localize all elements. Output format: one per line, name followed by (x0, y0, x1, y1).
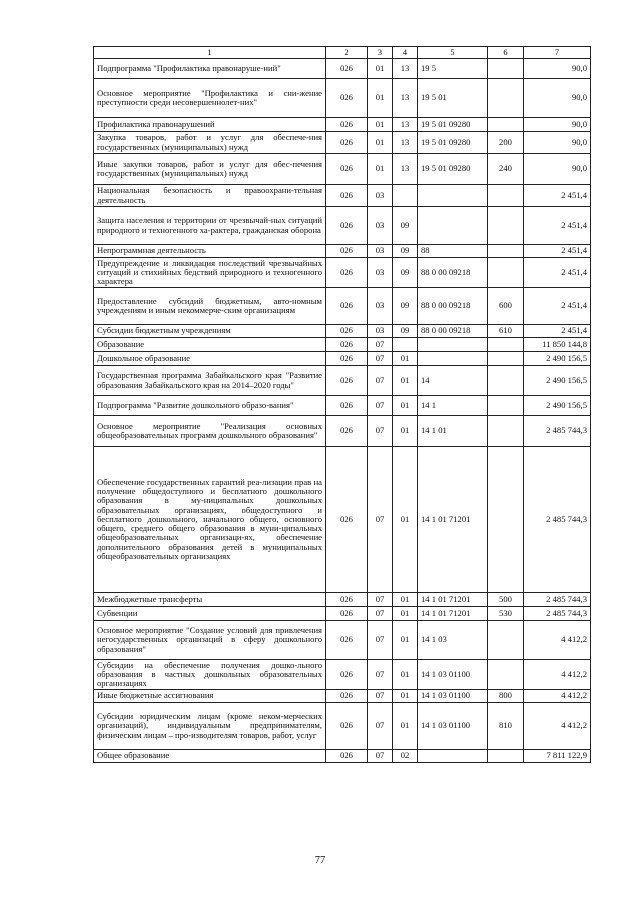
table-row (94, 338, 591, 352)
column-header: 3 (368, 47, 393, 59)
section-code-cell: 01 (368, 154, 393, 185)
section-code-cell: 01 (368, 132, 393, 154)
table-row (94, 660, 591, 690)
target-article-cell: 88 (418, 245, 488, 258)
table-row (94, 118, 591, 132)
row-name-cell: Иные бюджетные ассигнования (94, 690, 326, 703)
section-code-cell: 07 (368, 447, 393, 593)
subsection-code-cell: 09 (393, 258, 418, 288)
amount-cell: 2 485 744,3 (524, 447, 591, 593)
admin-code-cell: 026 (326, 79, 368, 118)
admin-code-cell: 026 (326, 207, 368, 245)
subsection-code-cell: 02 (393, 750, 418, 763)
expense-type-cell (488, 447, 524, 593)
target-article-cell: 88 0 00 09218 (418, 288, 488, 325)
admin-code-cell: 026 (326, 366, 368, 396)
amount-cell: 2 451,4 (524, 207, 591, 245)
admin-code-cell: 026 (326, 132, 368, 154)
row-name-cell: Защита населения и территории от чрезвычай-ных ситуаций природного и техногенного ха-рактера, гражданская оборона (94, 207, 326, 245)
row-name-cell: Основное мероприятие "Реализация основных общеобразовательных программ дошкольного образования" (94, 416, 326, 447)
amount-cell: 2 485 744,3 (524, 607, 591, 621)
subsection-code-cell: 09 (393, 325, 418, 338)
amount-cell: 2 451,4 (524, 288, 591, 325)
target-article-cell (418, 185, 488, 207)
admin-code-cell: 026 (326, 154, 368, 185)
section-code-cell: 07 (368, 750, 393, 763)
row-name-cell: Основное мероприятие "Профилактика и сни-жение преступности среди несовершеннолет-них" (94, 79, 326, 118)
table-header-row (94, 47, 591, 59)
subsection-code-cell: 13 (393, 79, 418, 118)
target-article-cell: 14 1 03 01100 (418, 690, 488, 703)
table-row (94, 288, 591, 325)
admin-code-cell: 026 (326, 338, 368, 352)
expense-type-cell (488, 660, 524, 690)
column-header: 5 (418, 47, 488, 59)
target-article-cell: 14 (418, 366, 488, 396)
admin-code-cell: 026 (326, 118, 368, 132)
table-row (94, 352, 591, 366)
admin-code-cell: 026 (326, 416, 368, 447)
subsection-code-cell: 13 (393, 132, 418, 154)
row-name-cell: Непрограммная деятельность (94, 245, 326, 258)
target-article-cell: 88 0 00 09218 (418, 258, 488, 288)
expense-type-cell (488, 750, 524, 763)
table-row (94, 690, 591, 703)
table-row (94, 593, 591, 607)
subsection-code-cell: 01 (393, 366, 418, 396)
row-name-cell: Обеспечение государственных гарантий реа-лизации прав на получение общедоступного и бесплатного дошкольного образования в му-ниципальных дошкольных образовательных организациях, общедоступного и бесплатного дошкольного, начального общего, основного общего, среднего общего образования в муни-ципальных общеобразовательных организаци-ях, обеспечение дополнительного образования детей в муниципальных общеобразовательных организациях (94, 447, 326, 593)
table-row (94, 258, 591, 288)
row-name-cell: Подпрограмма "Развитие дошкольного образо-вания" (94, 396, 326, 416)
section-code-cell: 01 (368, 79, 393, 118)
section-code-cell: 07 (368, 621, 393, 660)
subsection-code-cell: 09 (393, 245, 418, 258)
table-row (94, 185, 591, 207)
target-article-cell: 19 5 01 09280 (418, 154, 488, 185)
subsection-code-cell: 01 (393, 352, 418, 366)
section-code-cell: 03 (368, 325, 393, 338)
target-article-cell: 14 1 (418, 396, 488, 416)
target-article-cell: 19 5 01 (418, 79, 488, 118)
amount-cell: 2 490 156,5 (524, 396, 591, 416)
target-article-cell (418, 338, 488, 352)
table-row (94, 366, 591, 396)
expense-type-cell (488, 79, 524, 118)
subsection-code-cell: 09 (393, 207, 418, 245)
amount-cell: 4 412,2 (524, 660, 591, 690)
subsection-code-cell: 01 (393, 416, 418, 447)
row-name-cell: Национальная безопасность и правоохрани-тельная деятельность (94, 185, 326, 207)
admin-code-cell: 026 (326, 447, 368, 593)
row-name-cell: Межбюджетные трансферты (94, 593, 326, 607)
admin-code-cell: 026 (326, 660, 368, 690)
target-article-cell: 14 1 03 (418, 621, 488, 660)
section-code-cell: 07 (368, 703, 393, 750)
admin-code-cell: 026 (326, 607, 368, 621)
table-row (94, 132, 591, 154)
section-code-cell: 07 (368, 690, 393, 703)
target-article-cell: 14 1 01 71201 (418, 607, 488, 621)
admin-code-cell: 026 (326, 185, 368, 207)
amount-cell: 2 451,4 (524, 245, 591, 258)
section-code-cell: 07 (368, 366, 393, 396)
table-row (94, 325, 591, 338)
target-article-cell: 19 5 01 09280 (418, 118, 488, 132)
row-name-cell: Иные закупки товаров, работ и услуг для обес-печения государственных (муниципальных) нужд (94, 154, 326, 185)
row-name-cell: Субсидии бюджетным учреждениям (94, 325, 326, 338)
section-code-cell: 01 (368, 118, 393, 132)
expense-type-cell: 810 (488, 703, 524, 750)
section-code-cell: 03 (368, 258, 393, 288)
budget-table (93, 46, 591, 763)
section-code-cell: 07 (368, 396, 393, 416)
expense-type-cell (488, 416, 524, 447)
admin-code-cell: 026 (326, 621, 368, 660)
admin-code-cell: 026 (326, 288, 368, 325)
amount-cell: 2 485 744,3 (524, 593, 591, 607)
expense-type-cell: 800 (488, 690, 524, 703)
subsection-code-cell: 01 (393, 447, 418, 593)
expense-type-cell: 610 (488, 325, 524, 338)
expense-type-cell (488, 118, 524, 132)
subsection-code-cell: 13 (393, 154, 418, 185)
row-name-cell: Закупка товаров, работ и услуг для обеспече-ния государственных (муниципальных) нужд (94, 132, 326, 154)
section-code-cell: 07 (368, 660, 393, 690)
subsection-code-cell: 13 (393, 59, 418, 79)
target-article-cell: 14 1 01 (418, 416, 488, 447)
admin-code-cell: 026 (326, 690, 368, 703)
row-name-cell: Субсидии юридическим лицам (кроме неком-мерческих организаций), индивидуальным предпринимателям, физическим лицам – про-изводителям товаров, работ, услуг (94, 703, 326, 750)
admin-code-cell: 026 (326, 59, 368, 79)
table-row (94, 396, 591, 416)
amount-cell: 2 451,4 (524, 185, 591, 207)
expense-type-cell (488, 245, 524, 258)
section-code-cell: 07 (368, 593, 393, 607)
expense-type-cell: 240 (488, 154, 524, 185)
admin-code-cell: 026 (326, 750, 368, 763)
subsection-code-cell: 13 (393, 118, 418, 132)
row-name-cell: Предупреждение и ликвидация последствий чрезвычайных ситуаций и стихийных бедствий природного и техногенного характера (94, 258, 326, 288)
section-code-cell: 03 (368, 207, 393, 245)
column-header: 4 (393, 47, 418, 59)
section-code-cell: 07 (368, 338, 393, 352)
row-name-cell: Дошкольное образование (94, 352, 326, 366)
section-code-cell: 07 (368, 416, 393, 447)
admin-code-cell: 026 (326, 396, 368, 416)
amount-cell: 90,0 (524, 79, 591, 118)
expense-type-cell (488, 366, 524, 396)
subsection-code-cell: 01 (393, 660, 418, 690)
expense-type-cell (488, 621, 524, 660)
subsection-code-cell (393, 338, 418, 352)
target-article-cell: 14 1 03 01100 (418, 660, 488, 690)
subsection-code-cell: 01 (393, 593, 418, 607)
column-header: 1 (94, 47, 326, 59)
amount-cell: 90,0 (524, 132, 591, 154)
amount-cell: 4 412,2 (524, 703, 591, 750)
section-code-cell: 07 (368, 352, 393, 366)
row-name-cell: Субвенции (94, 607, 326, 621)
row-name-cell: Субсидии на обеспечение получения дошко-льного образования в частных дошкольных образовательных организациях (94, 660, 326, 690)
target-article-cell: 88 0 00 09218 (418, 325, 488, 338)
amount-cell: 90,0 (524, 118, 591, 132)
subsection-code-cell: 01 (393, 621, 418, 660)
target-article-cell (418, 750, 488, 763)
amount-cell: 2 485 744,3 (524, 416, 591, 447)
table-row (94, 154, 591, 185)
section-code-cell: 03 (368, 245, 393, 258)
table-row (94, 703, 591, 750)
subsection-code-cell: 01 (393, 396, 418, 416)
subsection-code-cell: 01 (393, 703, 418, 750)
expense-type-cell (488, 59, 524, 79)
amount-cell: 2 451,4 (524, 325, 591, 338)
column-header: 6 (488, 47, 524, 59)
expense-type-cell (488, 396, 524, 416)
table-row (94, 750, 591, 763)
section-code-cell: 03 (368, 288, 393, 325)
expense-type-cell (488, 352, 524, 366)
target-article-cell: 19 5 01 09280 (418, 132, 488, 154)
expense-type-cell (488, 207, 524, 245)
amount-cell: 4 412,2 (524, 621, 591, 660)
target-article-cell: 14 1 01 71201 (418, 447, 488, 593)
admin-code-cell: 026 (326, 245, 368, 258)
row-name-cell: Подпрограмма "Профилактика правонаруше-ний" (94, 59, 326, 79)
column-header: 7 (524, 47, 591, 59)
table-row (94, 59, 591, 79)
table-row (94, 207, 591, 245)
subsection-code-cell: 09 (393, 288, 418, 325)
table-row (94, 621, 591, 660)
expense-type-cell: 600 (488, 288, 524, 325)
target-article-cell (418, 352, 488, 366)
expense-type-cell: 530 (488, 607, 524, 621)
amount-cell: 2 490 156,5 (524, 352, 591, 366)
target-article-cell (418, 207, 488, 245)
admin-code-cell: 026 (326, 258, 368, 288)
subsection-code-cell (393, 185, 418, 207)
amount-cell: 7 811 122,9 (524, 750, 591, 763)
subsection-code-cell: 01 (393, 690, 418, 703)
amount-cell: 11 850 144,8 (524, 338, 591, 352)
admin-code-cell: 026 (326, 325, 368, 338)
admin-code-cell: 026 (326, 593, 368, 607)
column-header: 2 (326, 47, 368, 59)
admin-code-cell: 026 (326, 703, 368, 750)
expense-type-cell (488, 185, 524, 207)
target-article-cell: 19 5 (418, 59, 488, 79)
amount-cell: 90,0 (524, 59, 591, 79)
table-row (94, 245, 591, 258)
target-article-cell: 14 1 03 01100 (418, 703, 488, 750)
expense-type-cell (488, 258, 524, 288)
row-name-cell: Государственная программа Забайкальского края "Развитие образования Забайкальского края на 2014–2020 годы" (94, 366, 326, 396)
page-number: 77 (314, 855, 326, 866)
expense-type-cell (488, 338, 524, 352)
section-code-cell: 03 (368, 185, 393, 207)
table-row (94, 416, 591, 447)
amount-cell: 90,0 (524, 154, 591, 185)
subsection-code-cell: 01 (393, 607, 418, 621)
table-row (94, 607, 591, 621)
row-name-cell: Предоставление субсидий бюджетным, авто-номным учреждениям и иным некоммерче-ским организациям (94, 288, 326, 325)
section-code-cell: 01 (368, 59, 393, 79)
admin-code-cell: 026 (326, 352, 368, 366)
amount-cell: 2 490 156,5 (524, 366, 591, 396)
expense-type-cell: 200 (488, 132, 524, 154)
row-name-cell: Основное мероприятие "Создание условий для привлечения негосударственных организаций в сферу дошкольного образования" (94, 621, 326, 660)
amount-cell: 2 451,4 (524, 258, 591, 288)
table-row (94, 79, 591, 118)
row-name-cell: Профилактика правонарушений (94, 118, 326, 132)
target-article-cell: 14 1 01 71201 (418, 593, 488, 607)
expense-type-cell: 500 (488, 593, 524, 607)
row-name-cell: Общее образование (94, 750, 326, 763)
row-name-cell: Образование (94, 338, 326, 352)
table-row (94, 447, 591, 593)
amount-cell: 4 412,2 (524, 690, 591, 703)
section-code-cell: 07 (368, 607, 393, 621)
